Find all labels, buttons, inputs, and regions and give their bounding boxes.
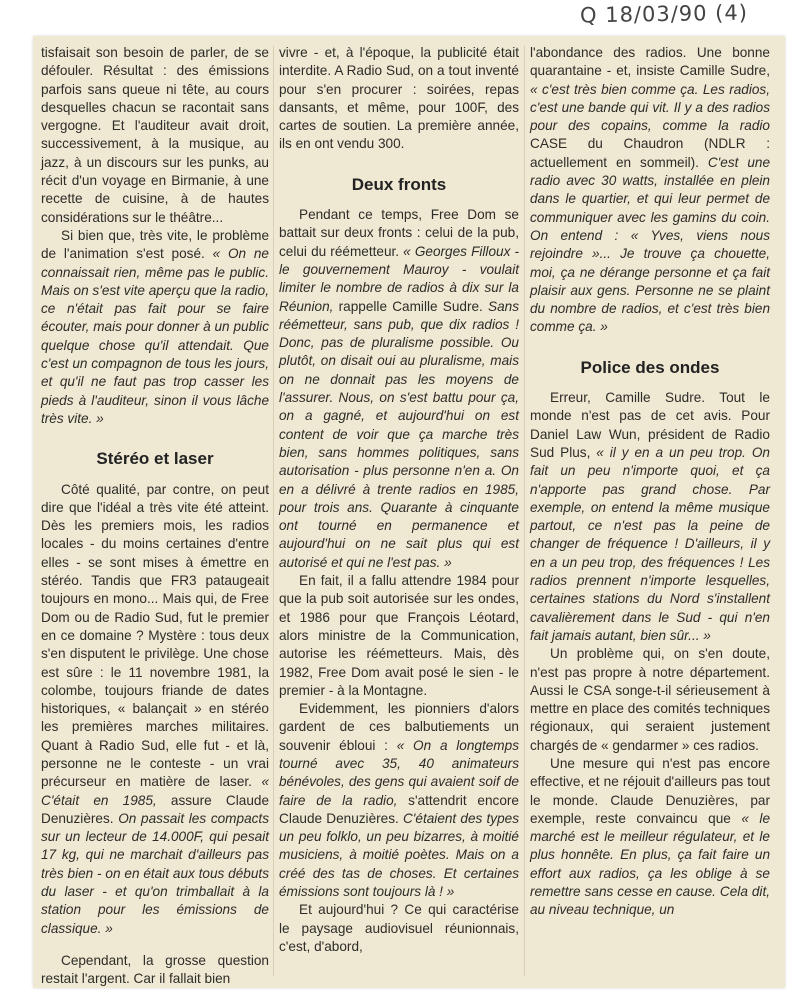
article-paragraph	[279, 206, 519, 572]
quote-text: C'est une radio avec 30 watts, installée en plein dans le quartier, et qui leur permet de communiquer avec les gamins du coin. On entend : « Yves, viens nous rejoindre »... Je trouve ça chouette, moi, ça ne dérange personne et ça fait plaisir aux gens. Personne ne se plaint du nombre de radios, et c'est très bien comme ça. »	[530, 154, 770, 335]
quote-text: « Georges Filloux - le gouvernement Mauroy - voulait limiter le nombre de radios à dix sur la Réunion,	[279, 243, 520, 314]
body-text: vivre - et, à l'époque, la publicité était interdite. A Radio Sud, on a tout inventé pour s'en procurer : soirées, repas dansants, et même, pour 100F, des cartes de soutien. La première année, ils en ont vendu 300.	[279, 45, 519, 152]
article-paragraph	[279, 700, 519, 901]
body-text: Une mesure qui n'est pas encore effective, et ne réjouit d'ailleurs pas tout le monde. Claude Denuzières, par exemple, reste convaincu que	[530, 755, 770, 826]
body-text: Et aujourd'hui ? Ce qui caractérise le paysage audiovisuel réunionnais, c'est, d'abord,	[279, 902, 519, 954]
article-paragraph	[530, 389, 770, 645]
section-heading: Stéréo et laser	[96, 449, 214, 469]
newspaper-clipping	[33, 36, 785, 988]
body-text: Si bien que, très vite, le problème de l'animation s'est posé.	[41, 227, 269, 262]
section-heading: Police des ondes	[580, 357, 720, 377]
article-paragraph	[41, 227, 269, 428]
body-text: Un problème qui, on s'en doute, n'est pas propre à notre département. Aussi le CSA songe-t-il sérieusement à mettre en place des comités techniques régionaux, qui seraient justement chargés de « gendarmer » ces radios.	[530, 646, 770, 753]
handwritten-date-note: Q 18/03/90 (4)	[579, 0, 749, 28]
quote-text: Sans réémetteur, sans pub, que dix radios ! Donc, pas de pluralisme possible. Ou plutôt, on disait oui au pluralisme, mais on ne donnait pas les moyens de l'assurer. Nous, on s'est battu pour ça, on a gagné, et aujourd'hui on est content de voir que ça marche très bien, sans hommes politiques, sans autorisation - plus personne n'en a. On en a délivré à trente radios en 1985, pour trois ans. Quarante à cinquante ont tourné en permanence et aujourd'hui on ne sait plus qui est autorisé et qui ne l'est pas. »	[279, 298, 519, 570]
article-paragraph	[530, 44, 770, 337]
body-text: En fait, il a fallu attendre 1984 pour que la pub soit autorisée sur les ondes, et 1986 pour que François Léotard, alors ministre de la Communication, autorise les réémetteurs. Mais, dès 1982, Free Dom avait posé le sien - le premier - à la Montagne.	[279, 573, 519, 698]
body-text: Pendant ce temps, Free Dom se battait sur deux fronts : celui de la pub, celui du réémetteur.	[279, 207, 519, 259]
article-paragraph	[279, 44, 519, 154]
section-heading: Deux fronts	[351, 174, 447, 194]
article-column-1	[41, 44, 269, 989]
body-text: Cependant, la grosse question restait l'argent. Car il fallait bien	[41, 952, 269, 987]
body-text: rappelle Camille Sudre.	[338, 298, 489, 314]
body-text: assure Claude Denuzières.	[41, 792, 270, 826]
article-column-3	[530, 44, 770, 920]
quote-text: « On ne connaissait rien, même pas le public. Mais on s'est vite aperçu que la radio, ce n'était pas fait pour se faire écouter, mais pour donner à un public quelque chose qu'il attendait. Que c'est un compagnon de tous les jours, et qu'il ne faut pas trop casser les pieds à l'auditeur, sinon il vous lâche très vite. »	[41, 246, 269, 426]
quote-text: « C'était en 1985,	[41, 774, 269, 808]
quote-text: « il y en a un peu trop. On fait un peu n'importe quoi, et ça n'apporte pas grand chose. Par exemple, on entend la même musique partout, ce n'est pas la peine de changer de fréquence ! D'ailleurs, il y en a un peu trop, des fréquences ! Les radios prennent n'importe lesquelles, certaines stations du Nord s'installent cavalièrement dans le Sud - qui n'en fait jamais autant, bien sûr... »	[530, 444, 770, 643]
quote-text: C'étaient des types un peu folklo, un peu bizarres, à moitié musiciens, à moitié poètes. Mais on a créé des tas de choses. Et certaines émissions sont toujours là ! »	[279, 810, 519, 900]
article-paragraph	[41, 44, 269, 227]
column-divider	[273, 46, 274, 976]
article-paragraph	[530, 645, 770, 755]
article-paragraph	[279, 572, 519, 700]
article-paragraph	[530, 755, 770, 920]
quote-text: « On a longtemps tourné avec 35, 40 animateurs bénévoles, des gens qui avaient soif de faire de la radio,	[279, 737, 519, 808]
body-text: s'attendrit encore Claude Denuzières.	[279, 792, 519, 826]
body-text: Evidemment, les pionniers d'alors gardent de ces balbutiements un souvenir ébloui :	[279, 701, 519, 753]
quote-text: On passait les compacts sur un lecteur de 14.000F, qui pesait 17 kg, qui ne marchait d'ailleurs pas très bien - on en était aux tous débuts du laser - et qu'on trimballait à la station pour les émissions de classique. »	[41, 810, 269, 936]
body-text: l'abondance des radios. Une bonne quarantaine - et, insiste Camille Sudre,	[530, 45, 770, 79]
article-paragraph	[41, 481, 269, 938]
article-column-2	[279, 44, 519, 956]
body-text: Côté qualité, par contre, on peut dire que l'idéal a très vite été atteint. Dès les premiers mois, les radios locales - du moins certaines d'entre elles - se sont mises à émettre en stéréo. Tandis que FR3 pataugeait toujours en mono... Mais qui, de Free Dom ou de Radio Sud, fut le premier en ce domaine ? Mystère : tous deux s'en disputent le privilège. Une chose est sûre : le 11 novembre 1981, la colombe, toujours friande de dates historiques, « balançait » en stéréo les premières marches militaires. Quant à Radio Sud, elle fut - et là, personne ne le conteste - un vrai précurseur en matière de laser.	[41, 481, 269, 790]
quote-text: « le marché est le meilleur régulateur, et le plus honnête. En plus, ça fait faire un effort aux radios, ça les oblige à se remettre sans cesse en cause. Cela dit, au niveau technique, un	[530, 810, 770, 918]
article-paragraph	[41, 952, 269, 989]
column-divider	[524, 46, 525, 976]
body-text: Erreur, Camille Sudre. Tout le monde n'est pas de cet avis. Pour Daniel Law Wun, président de Radio Sud Plus,	[530, 390, 770, 460]
body-text: tisfaisait son besoin de parler, de se défouler. Résultat : des émissions parfois sans queue ni tête, au cours desquelles chacun se racontait sans vergogne. Et l'auditeur avait droit, successivement, à la musique, au jazz, à un discours sur les punks, au récit d'un voyage en Birmanie, à une recette de cuisine, à de hautes considérations sur le théâtre...	[41, 45, 269, 225]
body-text: CASE du Chaudron (NDLR : actuellement en sommeil).	[530, 136, 770, 170]
article-paragraph	[279, 901, 519, 956]
quote-text: « c'est très bien comme ça. Les radios, c'est une bande qui vit. Il y a des radios pour des copains, comme la radio	[530, 81, 770, 134]
